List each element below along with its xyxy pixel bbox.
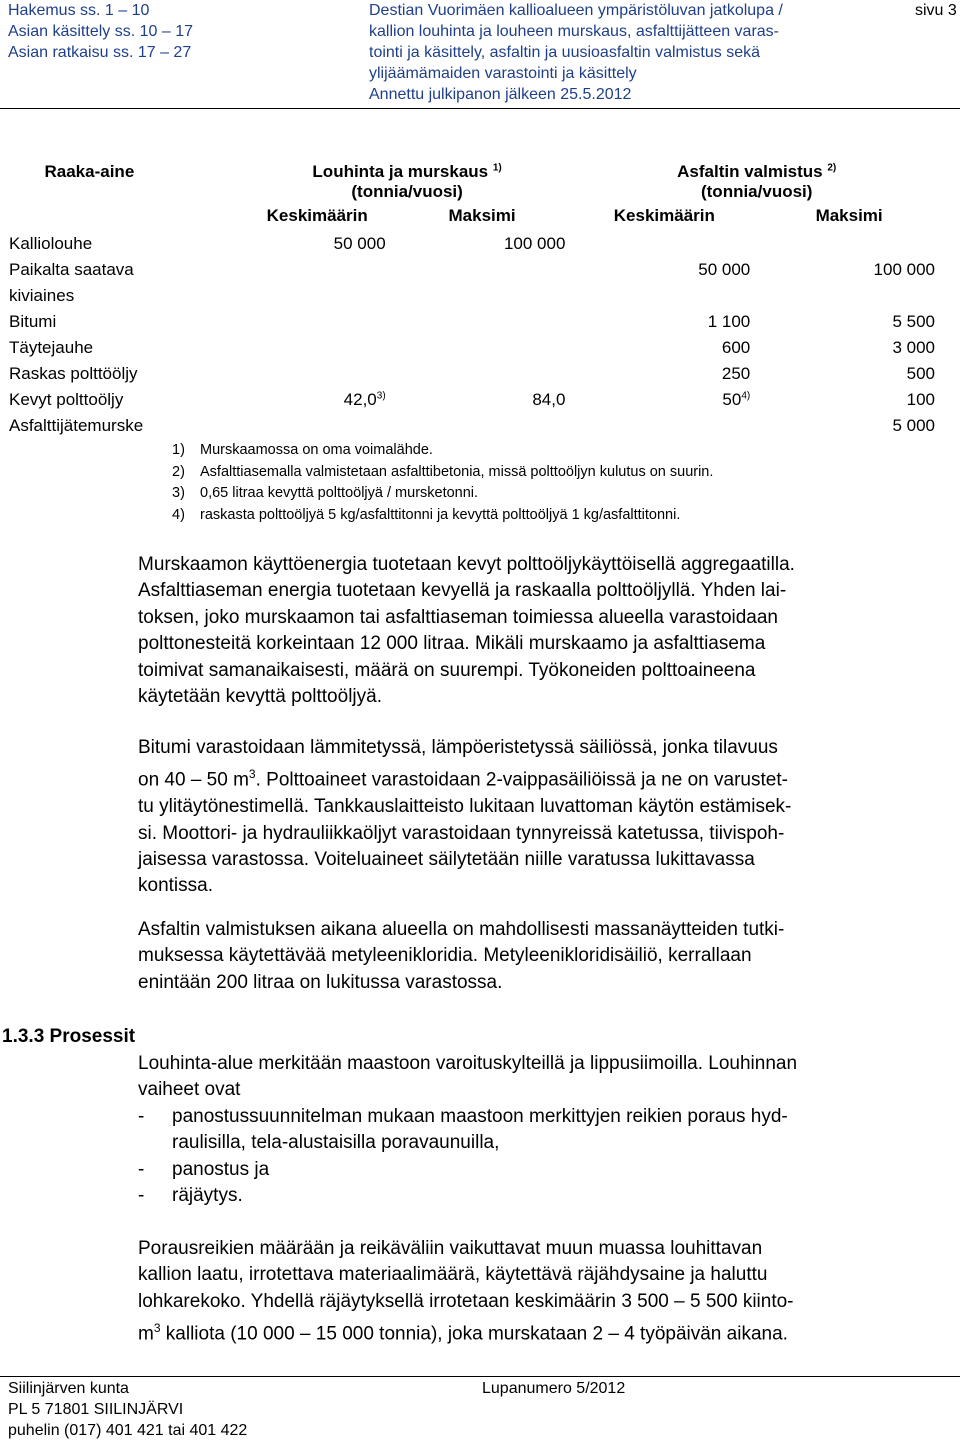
table-cell [392, 333, 572, 359]
superscript: 3 [153, 1321, 161, 1336]
footnote-ref: 3) [376, 390, 386, 402]
table-cell [242, 255, 392, 281]
cell-value: 84,0 [532, 390, 566, 409]
row-label: kiviaines [7, 281, 243, 307]
page-number: sivu 3 [915, 2, 957, 19]
table-row [7, 307, 942, 333]
table-cell [572, 333, 757, 359]
text-line: panostussuunnitelman mukaan maastoon merkittyjen reikien poraus hyd- [172, 1105, 788, 1127]
text-line: si. Moottori- ja hydrauliikkaöljyt varastoidaan tynnyreissä katetussa, tiivispoh- [138, 822, 785, 844]
table-row [7, 229, 942, 255]
table-cell [757, 255, 942, 281]
paragraph-drilling [138, 1236, 928, 1348]
header-title-line: kallion louhinta ja louheen murskaus, asfalttijätteen varas- [369, 23, 780, 40]
table-cell [757, 411, 942, 437]
table-cell [392, 255, 572, 281]
table-footnotes [172, 440, 713, 526]
footnote [172, 505, 713, 527]
table-cell [242, 359, 392, 385]
footer-line: PL 5 71801 SIILINJÄRVI [8, 1401, 184, 1418]
text-segment: m [138, 1323, 154, 1345]
table-header-row [7, 160, 942, 204]
text-line: muksessa käytettävää metyleenikloridia. Metyleenikloridisäiliö, kerrallaan [138, 945, 752, 967]
group-label: Louhinta ja murskaus [312, 162, 489, 181]
row-label: Paikalta saatava [7, 255, 243, 281]
table-cell [242, 281, 392, 307]
table-cell [757, 385, 942, 411]
col-group-quarrying [242, 160, 572, 204]
row-label: Kalliolouhe [7, 229, 243, 255]
text-line: polttonesteitä korkeintaan 12 000 litraa. Mikäli murskaamo ja asfalttiasema [138, 633, 766, 655]
text-line: vaiheet ovat [138, 1079, 241, 1101]
cell-value: 100 000 [873, 260, 935, 279]
row-label: Raskas polttööljy [7, 359, 243, 385]
cell-value: 100 000 [503, 234, 566, 253]
col-group-asphalt [572, 160, 942, 204]
text-segment: . Polttoaineet varastoidaan 2-vaippasäiliöissä ja ne on varustet- [255, 769, 788, 791]
paragraph-energy [138, 552, 928, 710]
cell-value: 500 [906, 364, 935, 383]
header-title-line: Destian Vuorimäen kallioalueen ympäristöluvan jatkolupa / [369, 2, 783, 19]
cell-value: 1 100 [707, 312, 751, 331]
cell-value: 50 [722, 390, 742, 409]
text-line: tu ylitäytönestimellä. Tankkauslaitteisto lukitaan luvattoman käytön estämisek- [138, 796, 792, 818]
cell-value: 5 500 [892, 312, 935, 331]
text-line: jaisessa varastossa. Voiteluaineet säilytetään niille varatussa lukittavassa [138, 848, 755, 870]
header-title [369, 0, 909, 105]
footer-line: puhelin (017) 401 421 tai 401 422 [8, 1422, 248, 1439]
table-cell [757, 229, 942, 255]
cell-value: 600 [721, 338, 751, 357]
footer-line: Siilinjärven kunta [8, 1380, 129, 1397]
row-label: Täytejauhe [7, 333, 243, 359]
footnote-ref: 2) [827, 162, 837, 174]
cell-value: 250 [721, 364, 751, 383]
footnote-ref: 4) [741, 390, 751, 402]
text-line: raulisilla, tela-alustaisilla poravaunuilla, [172, 1132, 500, 1154]
list-dash: - [138, 1105, 145, 1127]
col-header-raw-material [7, 160, 243, 229]
text-line: Bitumi varastoidaan lämmitetyssä, lämpöeristetyssä säiliössä, jonka tilavuus [138, 737, 778, 758]
table-row [7, 255, 942, 281]
header-left-line: Asian käsittely ss. 10 – 17 [8, 23, 193, 40]
row-label: Kevyt polttoöljy [7, 385, 243, 411]
table-cell [572, 229, 757, 255]
table-cell [242, 307, 392, 333]
header-left-line: Hakemus ss. 1 – 10 [8, 2, 150, 19]
cell-value: 100 [906, 390, 935, 409]
cell-value: 50 000 [698, 260, 751, 279]
footnote [172, 462, 713, 484]
group-label: Asfaltin valmistus [677, 162, 823, 181]
text-line: Murskaamon käyttöenergia tuotetaan kevyt polttoöljykäyttöisellä aggregaatilla. [138, 554, 795, 575]
footnote-text: Murskaamossa on oma voimalähde. [200, 442, 433, 458]
text-line: käytetään kevyttä polttoöljyä. [138, 686, 382, 708]
table-cell [392, 307, 572, 333]
paragraph-methylene [138, 917, 928, 996]
table-cell [242, 333, 392, 359]
text-line: Porausreikien määrään ja reikäväliin vaikuttavat muun muassa louhittavan [138, 1238, 763, 1259]
table-cell [242, 411, 392, 437]
header-title-line: Annettu julkipanon jälkeen 25.5.2012 [369, 86, 632, 103]
text-line: toksen, joko murskaamon tai asfalttiaseman toimiessa alueella varastoidaan [138, 606, 778, 628]
table-cell [572, 255, 757, 281]
table-cell [392, 385, 572, 411]
table-row [7, 281, 942, 307]
table-cell [572, 359, 757, 385]
table-cell [572, 307, 757, 333]
table [6, 160, 942, 437]
col-header-max: Maksimi [448, 206, 516, 225]
text-line: enintään 200 litraa on lukitussa varastossa. [138, 971, 503, 993]
table-cell [757, 333, 942, 359]
footnote [172, 440, 713, 462]
row-label: Bitumi [7, 307, 243, 333]
superscript: 3 [248, 767, 256, 782]
table-cell [392, 411, 572, 437]
table-cell [392, 281, 572, 307]
header-left [8, 0, 193, 63]
list-dash: - [138, 1158, 145, 1180]
row-label: Asfalttijätemurske [7, 411, 243, 437]
process-list [138, 1104, 928, 1210]
col-header-label: Raaka-aine [44, 162, 135, 181]
col-header-max: Maksimi [815, 206, 883, 225]
cell-value: 42,0 [343, 390, 377, 409]
list-item [138, 1104, 928, 1157]
text-line: toimivat samanaikaisesti, määrä on suurempi. Työkoneiden polttoaineena [138, 659, 756, 681]
cell-value: 50 000 [333, 234, 386, 253]
text-line: Louhinta-alue merkitään maastoon varoituskylteillä ja lippusiimoilla. Louhinnan [138, 1053, 798, 1074]
cell-value: 5 000 [892, 416, 935, 435]
footnote-ref: 1) [492, 162, 502, 174]
footer-address [8, 1378, 247, 1441]
footnote-text: Asfalttiasemalla valmistetaan asfalttibetonia, missä polttoöljyn kulutus on suurin. [200, 463, 714, 480]
footnote-text: 0,65 litraa kevyttä polttoöljyä / mursketonni. [200, 485, 479, 501]
table-body [7, 229, 942, 437]
table-cell [392, 359, 572, 385]
table-cell [757, 359, 942, 385]
table-row [7, 359, 942, 385]
table-cell [572, 385, 757, 411]
header-title-line: tointi ja käsittely, asfaltin ja uusioasfaltin valmistus sekä [369, 44, 760, 61]
table-cell [242, 229, 392, 255]
raw-material-table [6, 160, 942, 437]
text-segment: kalliota (10 000 – 15 000 tonnia), joka murskataan 2 – 4 työpäivän aikana. [160, 1323, 788, 1345]
permit-number: Lupanumero 5/2012 [482, 1380, 626, 1397]
table-cell [242, 385, 392, 411]
header-left-line: Asian ratkaisu ss. 17 – 27 [8, 44, 192, 61]
cell-value: 3 000 [892, 338, 935, 357]
list-dash: - [138, 1185, 145, 1207]
list-item [138, 1157, 928, 1183]
group-unit: (tonnia/vuosi) [700, 182, 813, 201]
table-row [7, 385, 942, 411]
text-line [138, 761, 928, 794]
text-line: Asfalttiaseman energia tuotetaan kevyellä ja raskaalla polttoöljyllä. Yhden lai- [138, 580, 787, 602]
table-cell [572, 281, 757, 307]
header-divider [0, 108, 960, 109]
footnote [172, 483, 713, 505]
footnote-key: 2) [172, 463, 185, 480]
col-header-avg: Keskimäärin [613, 206, 715, 225]
text-segment: on 40 – 50 m [138, 769, 249, 791]
footnote-key: 4) [172, 506, 185, 523]
paragraph-storage [138, 735, 928, 900]
table-row [7, 411, 942, 437]
section-heading: 1.3.3 Prosessit [2, 1026, 136, 1047]
footnote-key: 1) [172, 442, 185, 458]
text-line: kontissa. [138, 875, 213, 897]
paragraph-processes [138, 1051, 928, 1209]
list-item [138, 1183, 928, 1209]
footnote-key: 3) [172, 485, 185, 501]
text-line: kallion laatu, irrotettava materiaalimäärä, käytettävä räjähdysaine ja haluttu [138, 1264, 768, 1286]
text-line: lohkarekoko. Yhdellä räjäytyksellä irrotetaan keskimäärin 3 500 – 5 500 kiinto- [138, 1290, 794, 1312]
text-line [138, 1315, 928, 1348]
list-item-text: räjäytys. [172, 1185, 243, 1207]
table-row [7, 333, 942, 359]
footnote-text: raskasta polttoöljyä 5 kg/asfalttitonni ja kevyttä polttoöljyä 1 kg/asfalttitonni. [200, 506, 681, 523]
table-cell [572, 411, 757, 437]
col-header-avg: Keskimäärin [266, 206, 368, 225]
group-unit: (tonnia/vuosi) [351, 182, 463, 201]
list-item-text [172, 1104, 788, 1157]
footer-divider [0, 1376, 960, 1377]
list-item-text: panostus ja [172, 1158, 270, 1180]
table-cell [392, 229, 572, 255]
table-cell [757, 307, 942, 333]
table-cell [757, 281, 942, 307]
header-title-line: ylijäämämaiden varastointi ja käsittely [369, 65, 637, 82]
text-line: Asfaltin valmistuksen aikana alueella on mahdollisesti massanäytteiden tutki- [138, 919, 785, 940]
